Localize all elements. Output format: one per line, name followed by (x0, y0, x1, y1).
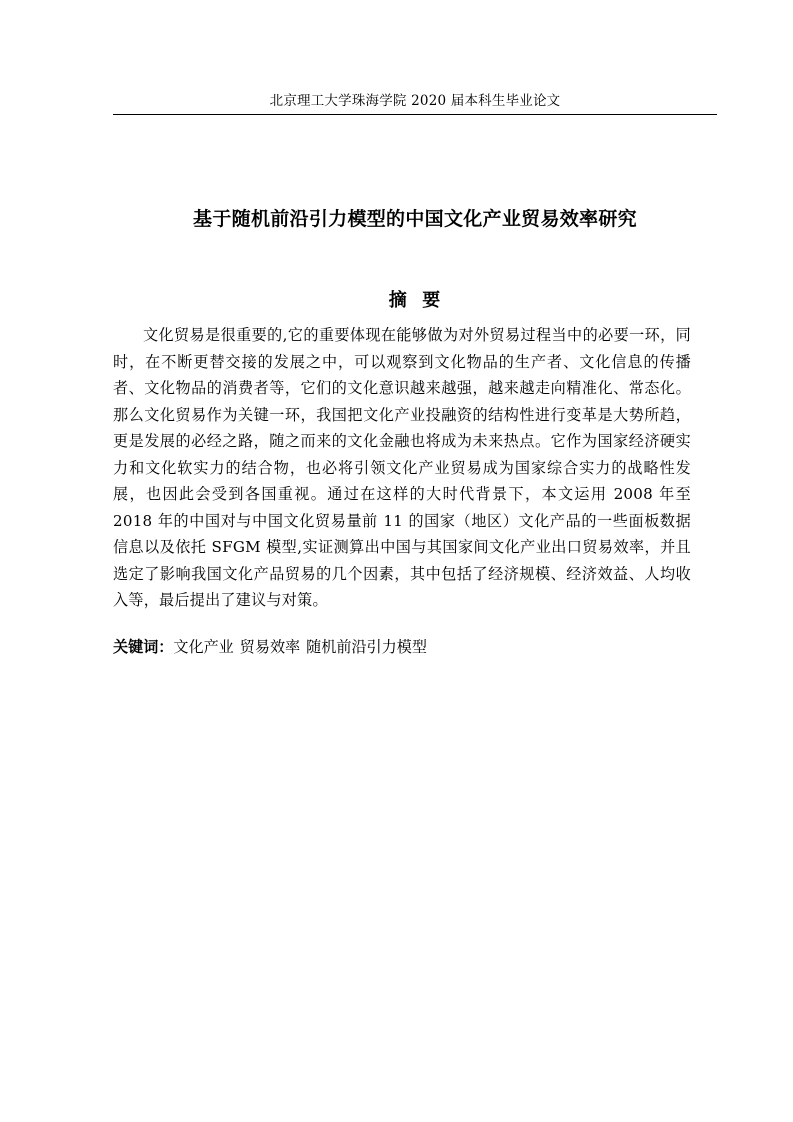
running-header: 北京理工大学珠海学院 2020 届本科生毕业论文 (269, 93, 561, 109)
abstract-heading: 摘 要 (388, 290, 442, 311)
header-divider (113, 114, 717, 115)
keyword-item: 随机前沿引力模型 (306, 638, 427, 656)
keyword-item: 贸易效率 (239, 638, 301, 656)
thesis-title: 基于随机前沿引力模型的中国文化产业贸易效率研究 (193, 208, 637, 230)
keyword-item: 文化产业 (173, 638, 234, 656)
keywords-label: 关键词： (113, 638, 174, 656)
keywords-line (113, 634, 691, 661)
abstract-body: 文化贸易是很重要的,它的重要体现在能够做为对外贸易过程当中的必要一环，同时，在不断更替交接的发展之中，可以观察到文化物品的生产者、文化信息的传播者、文化物品的消费者等，它们的文化意识越来越强，越来越走向精准化、常态化。那么文化贸易作为关键一环，我国把文化产业投融资的结构性进行变革是大势所趋，更是发展的必经之路，随之而来的文化金融也将成为未来热点。它作为国家经济硬实力和文化软实力的结合物，也必将引领文化产业贸易成为国家综合实力的战略性发展，也因此会受到各国重视。通过在这样的大时代背景下，本文运用 2008 年至 2018 年的中国对与中国文化贸易量前 11 的国家（地区）文化产品的一些面板数据信息以及依托 SFGM 模型,实证测算出中国与其国家间文化产业出口贸易效率，并且选定了影响我国文化产品贸易的几个因素，其中包括了经济规模、经济效益、人均收入等，最后提出了建议与对策。 (113, 326, 691, 609)
